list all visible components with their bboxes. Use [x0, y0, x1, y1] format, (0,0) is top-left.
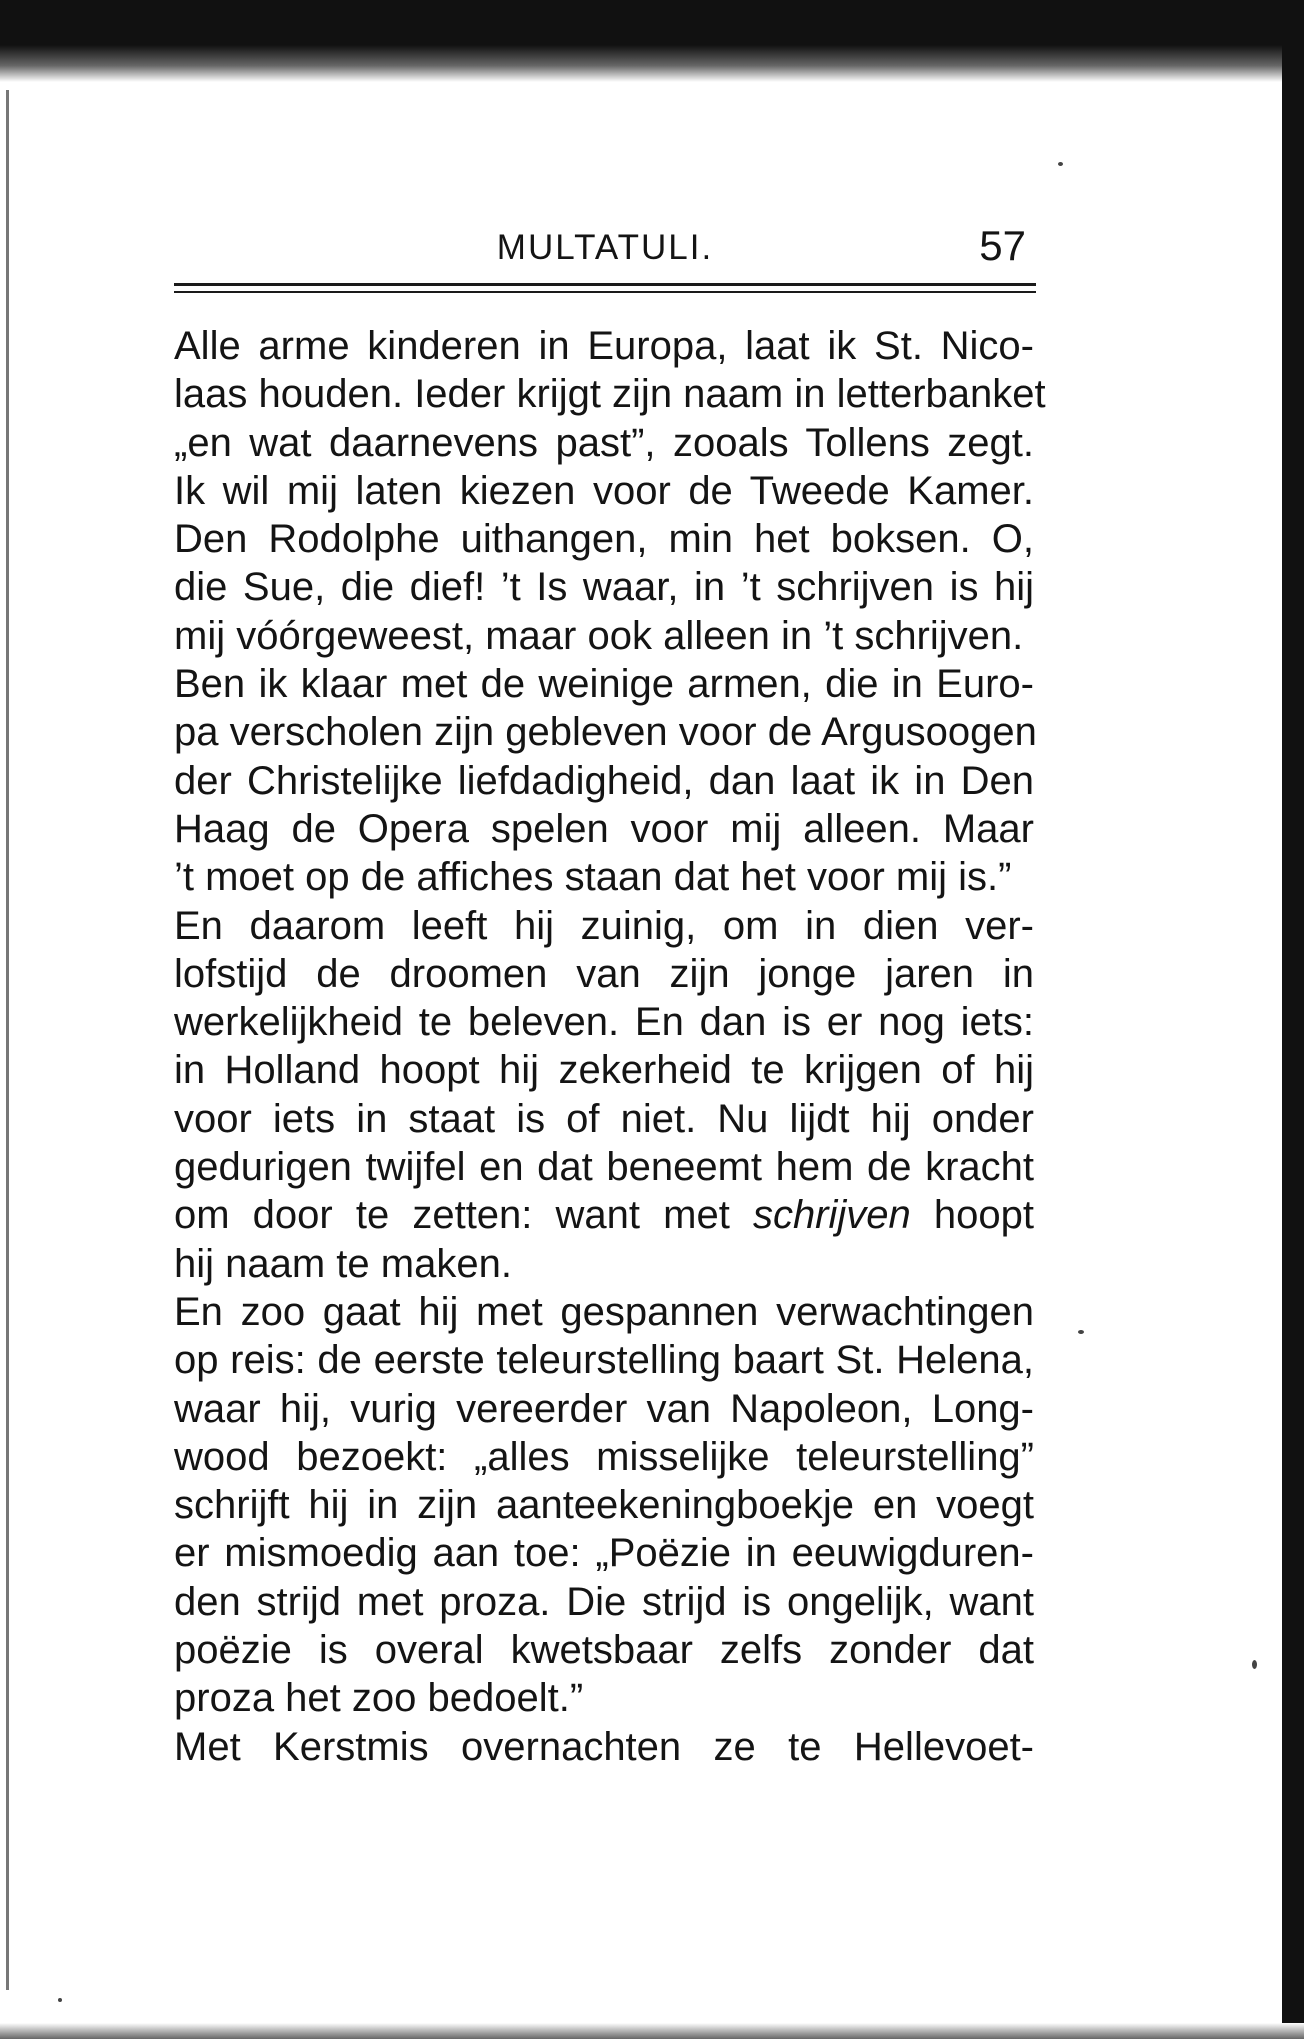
text-span: Ik wil mij laten kiezen voor de Tweede Kamer.	[174, 468, 1034, 513]
scan-edge-bottom	[0, 2023, 1304, 2039]
header-rule	[174, 283, 1036, 286]
text-line	[174, 998, 1034, 1046]
text-span: gedurigen twijfel en dat beneemt hem de kracht	[174, 1145, 1034, 1190]
text-span: poëzie is overal kwetsbaar zelfs zonder dat	[174, 1628, 1034, 1673]
text-span: den strijd met proza. Die strijd is ongelijk, want	[174, 1579, 1034, 1624]
text-line	[174, 1385, 1034, 1433]
text-line	[174, 805, 1034, 853]
text-span: wood bezoekt: „alles misselijke teleurstelling”	[174, 1434, 1034, 1479]
text-span: pa verscholen zijn gebleven voor de Argusoogen	[174, 710, 1037, 755]
text-line	[174, 1240, 1034, 1288]
text-span: „en wat daarnevens past”, zooals Tollens zegt.	[174, 420, 1034, 465]
text-line	[174, 1481, 1034, 1529]
text-line	[174, 322, 1034, 370]
text-span: proza het zoo bedoelt.”	[174, 1676, 584, 1721]
text-line	[174, 1336, 1034, 1384]
text-span: op reis: de eerste teleurstelling baart St. Helena,	[174, 1338, 1034, 1383]
text-line	[174, 757, 1034, 805]
text-span: werkelijkheid te beleven. En dan is er nog iets:	[174, 1000, 1034, 1045]
text-span: die Sue, die dief! ’t Is waar, in ’t schrijven is hij	[174, 565, 1034, 610]
scan-edge-left	[6, 90, 9, 1990]
text-line	[174, 853, 1034, 901]
text-emphasis: schrijven	[752, 1193, 911, 1238]
text-span: En zoo gaat hij met gespannen verwachtingen	[174, 1289, 1034, 1334]
scan-speck	[1252, 1660, 1257, 1669]
body-text	[174, 322, 1046, 1771]
text-line	[174, 1674, 1034, 1722]
text-span: Ben ik klaar met de weinige armen, die in Euro-	[174, 662, 1034, 707]
page-header	[174, 224, 1036, 276]
text-line	[174, 1529, 1034, 1577]
text-line	[174, 1143, 1034, 1191]
text-line	[174, 1046, 1034, 1094]
text-span: Met Kerstmis overnachten ze te Hellevoet-	[174, 1724, 1034, 1769]
text-line	[174, 1578, 1034, 1626]
text-span: in Holland hoopt hij zekerheid te krijgen of hij	[174, 1048, 1034, 1093]
scan-edge-top	[0, 0, 1304, 82]
text-span: voor iets in staat is of niet. Nu lijdt hij onder	[174, 1096, 1034, 1141]
text-line	[174, 1433, 1034, 1481]
text-line	[174, 708, 1037, 756]
text-span: ’t moet op de affiches staan dat het voor mij is.”	[174, 855, 1012, 900]
text-span: Haag de Opera spelen voor mij alleen. Maar	[174, 806, 1034, 851]
text-span: Den Rodolphe uithangen, min het boksen. O,	[174, 517, 1034, 562]
text-line	[174, 950, 1034, 998]
text-line	[174, 563, 1034, 611]
scan-speck	[1078, 1330, 1084, 1334]
text-span: Alle arme kinderen in Europa, laat ik St. Nico-	[174, 324, 1034, 368]
text-line	[174, 902, 1034, 950]
text-line	[174, 467, 1034, 515]
text-span: lofstijd de droomen van zijn jonge jaren in	[174, 951, 1034, 996]
running-title: MULTATULI.	[496, 228, 714, 267]
text-line	[174, 660, 1034, 708]
scan-edge-right	[1282, 0, 1304, 2039]
scan-speck	[58, 1998, 62, 2002]
text-line	[174, 1626, 1034, 1674]
text-line	[174, 370, 1046, 418]
text-span: hoopt	[910, 1193, 1034, 1238]
text-line	[174, 515, 1034, 563]
text-span: er mismoedig aan toe: „Poëzie in eeuwigduren-	[174, 1531, 1034, 1576]
text-line	[174, 1723, 1034, 1771]
text-line	[174, 419, 1034, 467]
text-span: om door te zetten: want met	[174, 1193, 753, 1238]
text-span: laas houden. Ieder krijgt zijn naam in letterbanket	[174, 372, 1046, 417]
scan-speck	[1058, 162, 1063, 166]
text-span: der Christelijke liefdadigheid, dan laat ik in Den	[174, 758, 1034, 803]
text-span: schrijft hij in zijn aanteekeningboekje en voegt	[174, 1483, 1034, 1528]
text-line	[174, 1288, 1034, 1336]
text-span: waar hij, vurig vereerder van Napoleon, Long-	[174, 1386, 1034, 1431]
text-line	[174, 612, 1034, 660]
page-number: 57	[979, 222, 1026, 269]
text-span: mij vóórgeweest, maar ook alleen in ’t schrijven.	[174, 613, 1024, 658]
header-rule-second	[174, 291, 1036, 293]
text-span: hij naam te maken.	[174, 1241, 512, 1286]
text-line	[174, 1095, 1034, 1143]
text-line	[174, 1191, 1034, 1239]
text-span: En daarom leeft hij zuinig, om in dien ver-	[174, 903, 1034, 948]
